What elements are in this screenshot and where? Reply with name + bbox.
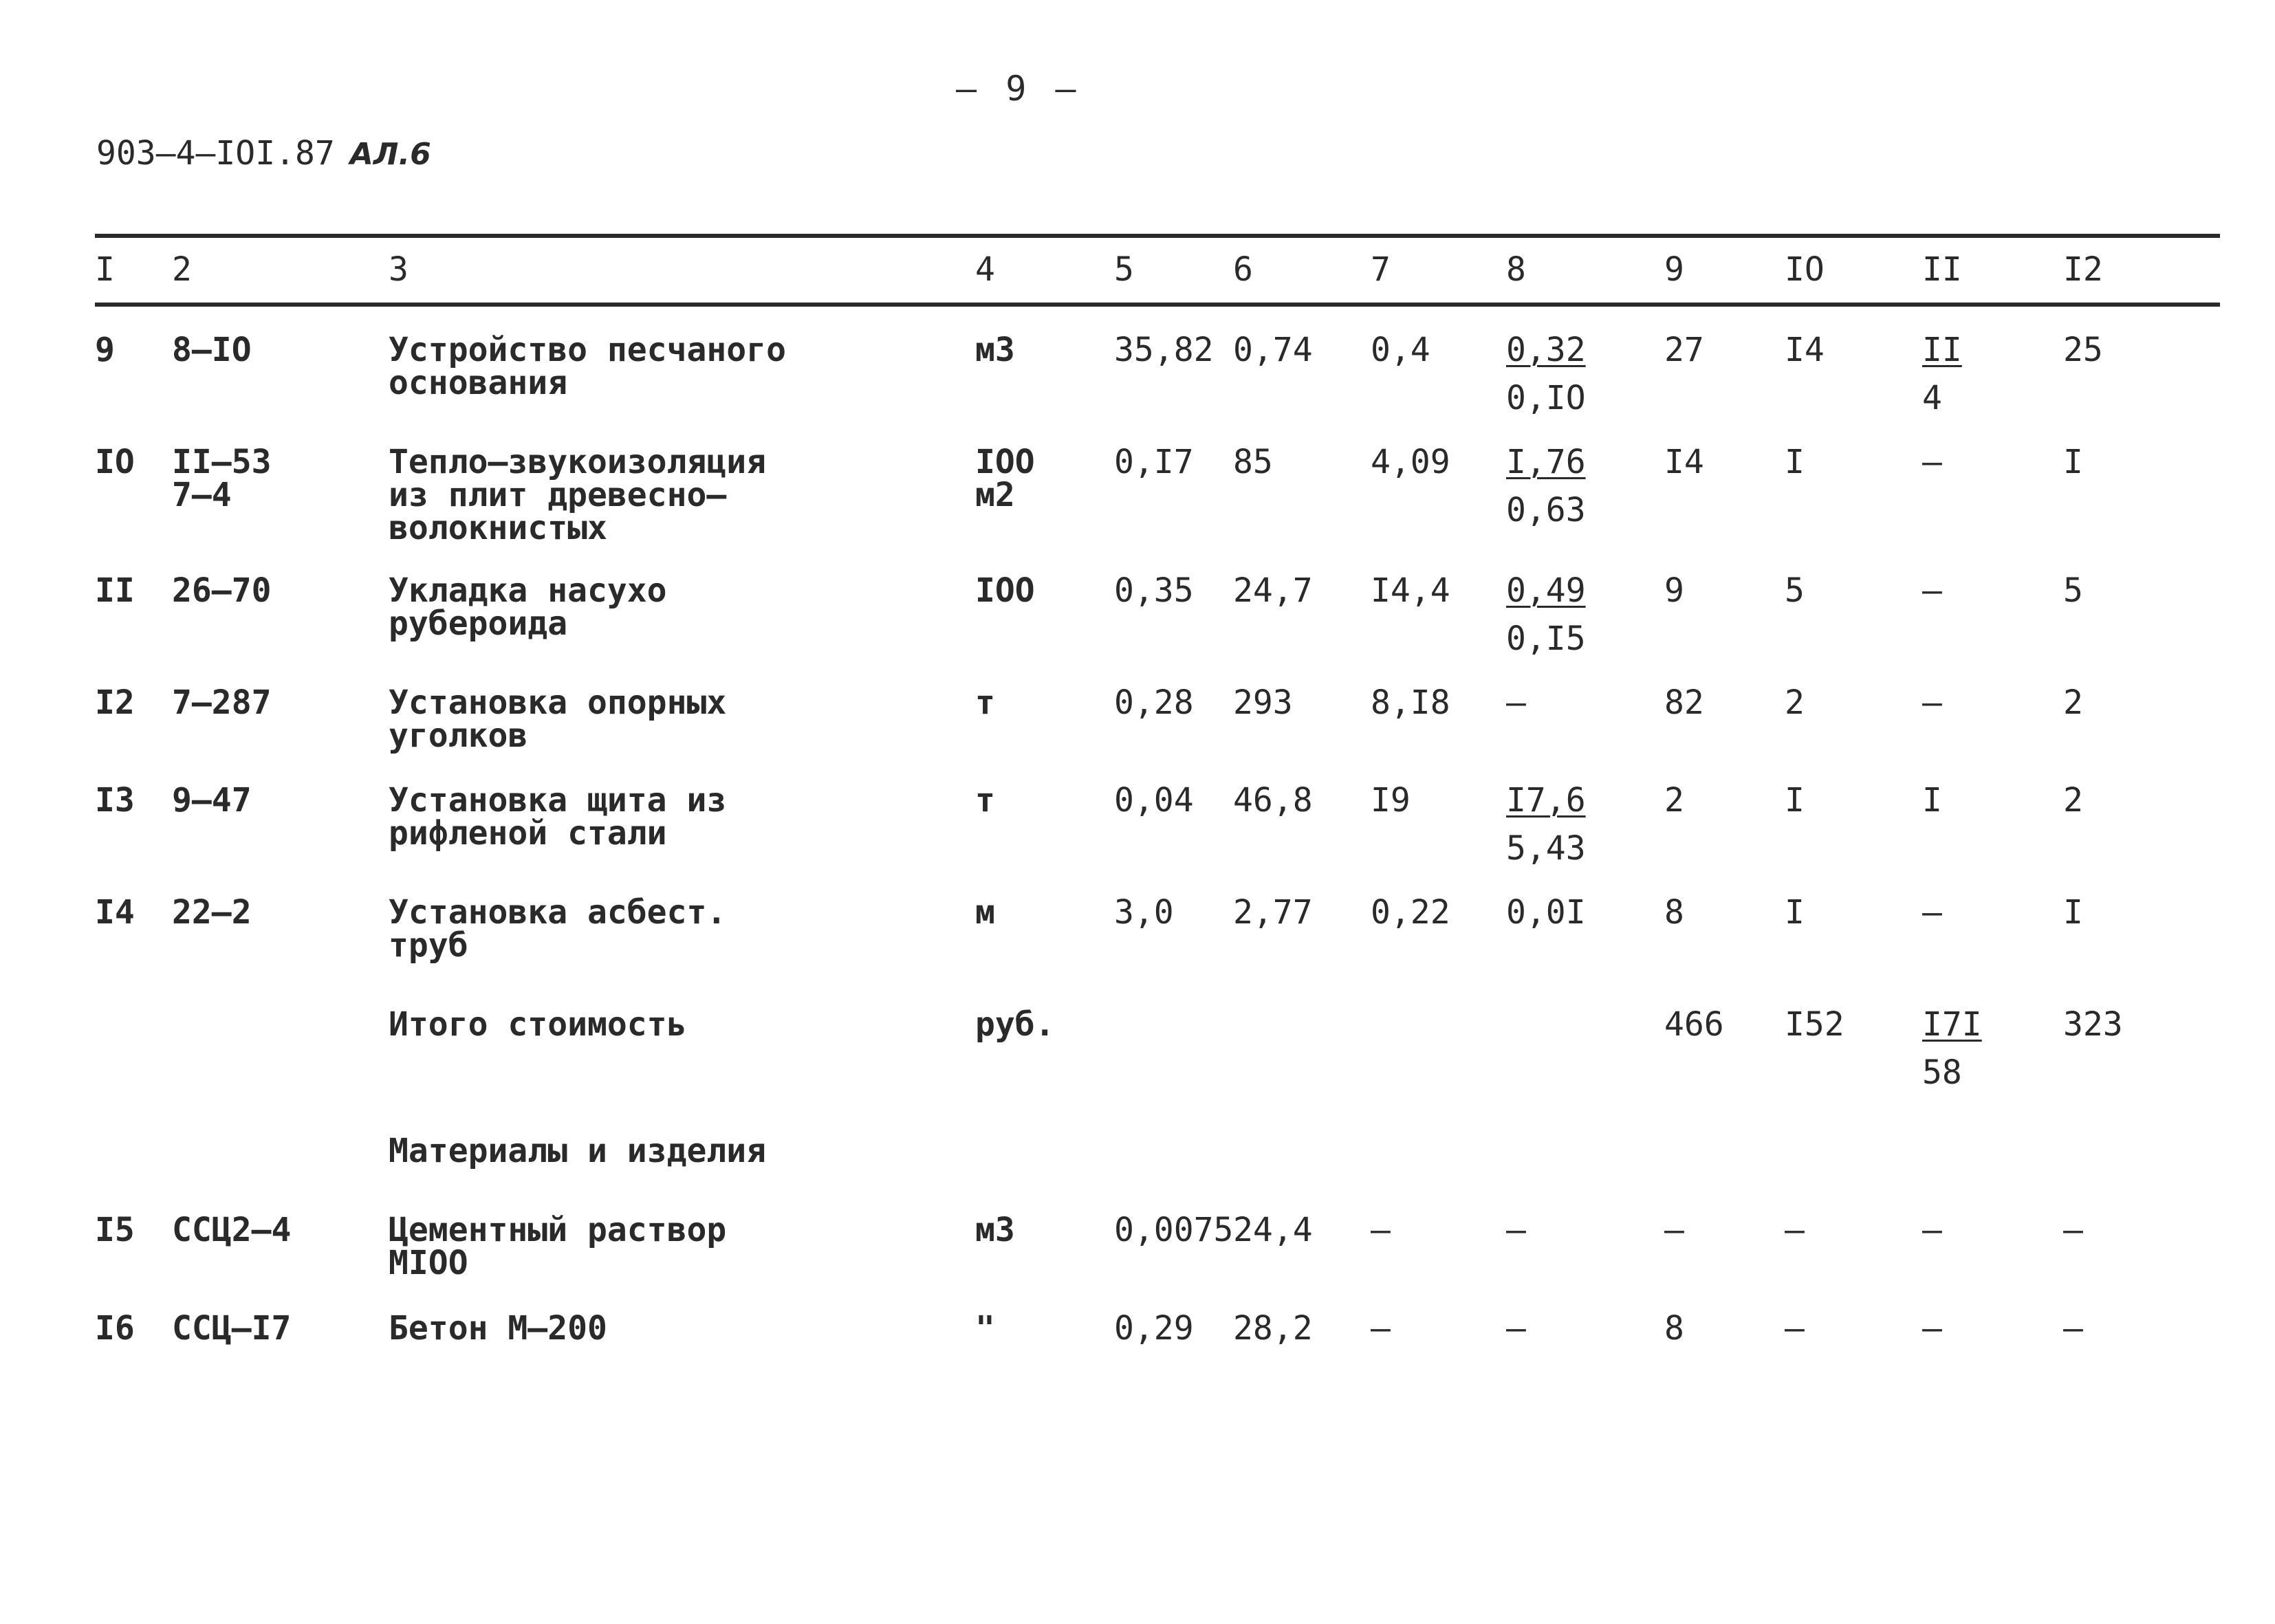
material-I5-col-1: I5 [95, 1211, 135, 1249]
material-I6-col-8: – [1506, 1309, 1526, 1348]
row-IO-col-7: 4,09 [1371, 443, 1450, 481]
row-II-col-10: 5 [1785, 571, 1805, 610]
column-header-1: I [95, 250, 115, 289]
row-IO-col-11: – [1922, 443, 1942, 481]
column-header-7: 7 [1371, 250, 1391, 289]
row-IO-col-1: IO [95, 443, 135, 481]
row-I2-col-3: Установка опорных уголков [389, 683, 727, 755]
row-9-col-12: 25 [2063, 331, 2103, 369]
row-9-col-8-numerator: 0,32 [1506, 331, 1586, 369]
column-header-4: 4 [975, 250, 995, 289]
row-I2-col-1: I2 [95, 683, 135, 722]
table-header-rule [95, 303, 2220, 307]
row-I3-col-10: I [1785, 781, 1805, 820]
row-I4-col-6: 2,77 [1233, 893, 1313, 932]
row-I4-col-10: I [1785, 893, 1805, 932]
total-col-12: 323 [2063, 1005, 2123, 1044]
row-9-col-2: 8–IO [172, 331, 252, 369]
document-code-text: 903–4–IOI.87 [96, 134, 335, 173]
column-header-8: 8 [1506, 250, 1526, 289]
material-I6-col-5: 0,29 [1114, 1309, 1194, 1348]
row-II-col-6: 24,7 [1233, 571, 1313, 610]
row-I3-col-9: 2 [1664, 781, 1684, 820]
row-I4-col-8: 0,0I [1506, 893, 1586, 932]
row-I3-col-7: I9 [1371, 781, 1411, 820]
row-9-col-10: I4 [1785, 331, 1825, 369]
material-I5-col-7: – [1371, 1211, 1391, 1249]
total-col-11-numerator: I7I [1922, 1005, 1982, 1044]
material-I6-col-1: I6 [95, 1309, 135, 1348]
row-I3-col-8-denominator: 5,43 [1506, 829, 1586, 868]
row-I2-col-5: 0,28 [1114, 683, 1194, 722]
row-9-col-11-numerator: II [1922, 331, 1962, 369]
row-IO-col-5: 0,I7 [1114, 443, 1194, 481]
row-II-col-3: Укладка насухо рубероида [389, 571, 667, 643]
row-I3-col-4: т [975, 781, 995, 820]
row-I4-col-1: I4 [95, 893, 135, 932]
row-I3-col-1: I3 [95, 781, 135, 820]
document-sheet-mark: АЛ.6 [349, 137, 431, 172]
material-I6-col-10: – [1785, 1309, 1805, 1348]
row-IO-col-6: 85 [1233, 443, 1273, 481]
material-I5-col-3: Цементный раствор МIOO [389, 1211, 727, 1282]
row-I2-col-6: 293 [1233, 683, 1293, 722]
material-I6-col-4: " [975, 1309, 995, 1348]
column-header-11: II [1922, 250, 1962, 289]
table-top-rule [95, 234, 2220, 238]
row-II-col-7: I4,4 [1371, 571, 1450, 610]
column-header-2: 2 [172, 250, 192, 289]
total-col-11 [1922, 1005, 1982, 1092]
document-code [96, 134, 431, 173]
material-I5-col-4: м3 [975, 1211, 1015, 1249]
row-II-col-4: IOO [975, 571, 1035, 610]
row-I4-col-7: 0,22 [1371, 893, 1450, 932]
row-I2-col-9: 82 [1664, 683, 1704, 722]
row-I2-col-2: 7–287 [172, 683, 272, 722]
row-I2-col-10: 2 [1785, 683, 1805, 722]
row-9-col-11-denominator: 4 [1922, 379, 1942, 417]
material-I6-col-11: – [1922, 1309, 1942, 1348]
row-9-col-11 [1922, 331, 1962, 417]
material-I5-col-5: 0,0075 [1114, 1211, 1234, 1249]
column-header-3: 3 [389, 250, 409, 289]
material-I5-col-11: – [1922, 1211, 1942, 1249]
row-IO-col-3: Тепло–звукоизоляция из плит древесно– волокнистых [389, 443, 767, 547]
column-header-5: 5 [1114, 250, 1134, 289]
row-II-col-1: II [95, 571, 135, 610]
row-9-col-4: м3 [975, 331, 1015, 369]
material-I6-col-2: ССЦ–I7 [172, 1309, 292, 1348]
row-9-col-1: 9 [95, 331, 115, 369]
row-I4-col-12: I [2063, 893, 2083, 932]
row-II-col-9: 9 [1664, 571, 1684, 610]
row-I2-col-12: 2 [2063, 683, 2083, 722]
row-II-col-5: 0,35 [1114, 571, 1194, 610]
row-I3-col-8-numerator: I7,6 [1506, 781, 1586, 820]
row-I4-col-9: 8 [1664, 893, 1684, 932]
row-I2-col-7: 8,I8 [1371, 683, 1450, 722]
row-I4-col-5: 3,0 [1114, 893, 1174, 932]
material-I5-col-6: 24,4 [1233, 1211, 1313, 1249]
material-I5-col-10: – [1785, 1211, 1805, 1249]
row-I4-col-2: 22–2 [172, 893, 252, 932]
material-I5-col-2: ССЦ2–4 [172, 1211, 292, 1249]
column-header-6: 6 [1233, 250, 1253, 289]
row-I3-col-2: 9–47 [172, 781, 252, 820]
row-IO-col-12: I [2063, 443, 2083, 481]
row-IO-col-9: I4 [1664, 443, 1704, 481]
row-IO-col-4: IOO м2 [975, 443, 1035, 514]
row-I4-col-3: Установка асбест. труб [389, 893, 727, 965]
row-II-col-11: – [1922, 571, 1942, 610]
total-col-11-denominator: 58 [1922, 1053, 1962, 1092]
row-II-col-2: 26–70 [172, 571, 272, 610]
material-I6-col-3: Бетон М–200 [389, 1309, 607, 1348]
row-I2-col-4: т [975, 683, 995, 722]
row-I3-col-11: I [1922, 781, 1942, 820]
row-IO-col-10: I [1785, 443, 1805, 481]
row-I2-col-8: – [1506, 683, 1526, 722]
row-I4-col-11: – [1922, 893, 1942, 932]
row-I3-col-6: 46,8 [1233, 781, 1313, 820]
row-9-col-8 [1506, 331, 1586, 417]
row-9-col-9: 27 [1664, 331, 1704, 369]
row-IO-col-8 [1506, 443, 1586, 529]
row-I3-col-8 [1506, 781, 1586, 868]
row-I3-col-12: 2 [2063, 781, 2083, 820]
material-I5-col-9: – [1664, 1211, 1684, 1249]
row-9-col-7: 0,4 [1371, 331, 1430, 369]
row-I3-col-3: Установка щита из рифленой стали [389, 781, 727, 853]
material-I6-col-9: 8 [1664, 1309, 1684, 1348]
total-label: Итого стоимость [389, 1005, 687, 1044]
row-IO-col-8-numerator: I,76 [1506, 443, 1586, 481]
row-II-col-12: 5 [2063, 571, 2083, 610]
total-col-9: 466 [1664, 1005, 1724, 1044]
total-col-10: I52 [1785, 1005, 1844, 1044]
row-I2-col-11: – [1922, 683, 1942, 722]
material-I5-col-8: – [1506, 1211, 1526, 1249]
material-I6-col-12: – [2063, 1309, 2083, 1348]
row-II-col-8-numerator: 0,49 [1506, 571, 1586, 610]
column-header-10: IO [1785, 250, 1825, 289]
column-header-9: 9 [1664, 250, 1684, 289]
row-I3-col-5: 0,04 [1114, 781, 1194, 820]
column-header-12: I2 [2063, 250, 2103, 289]
row-9-col-3: Устройство песчаного основания [389, 331, 786, 402]
material-I6-col-6: 28,2 [1233, 1309, 1313, 1348]
section-title-materials: Материалы и изделия [389, 1132, 767, 1170]
row-IO-col-8-denominator: 0,63 [1506, 491, 1586, 529]
row-I4-col-4: м [975, 893, 995, 932]
total-unit: руб. [975, 1005, 1055, 1044]
row-II-col-8-denominator: 0,I5 [1506, 619, 1586, 658]
material-I6-col-7: – [1371, 1309, 1391, 1348]
page-number: – 9 – [956, 69, 1080, 109]
material-I5-col-12: – [2063, 1211, 2083, 1249]
row-9-col-8-denominator: 0,IO [1506, 379, 1586, 417]
row-9-col-5: 35,82 [1114, 331, 1214, 369]
row-IO-col-2: II–53 7–4 [172, 443, 272, 514]
row-II-col-8 [1506, 571, 1586, 658]
row-9-col-6: 0,74 [1233, 331, 1313, 369]
